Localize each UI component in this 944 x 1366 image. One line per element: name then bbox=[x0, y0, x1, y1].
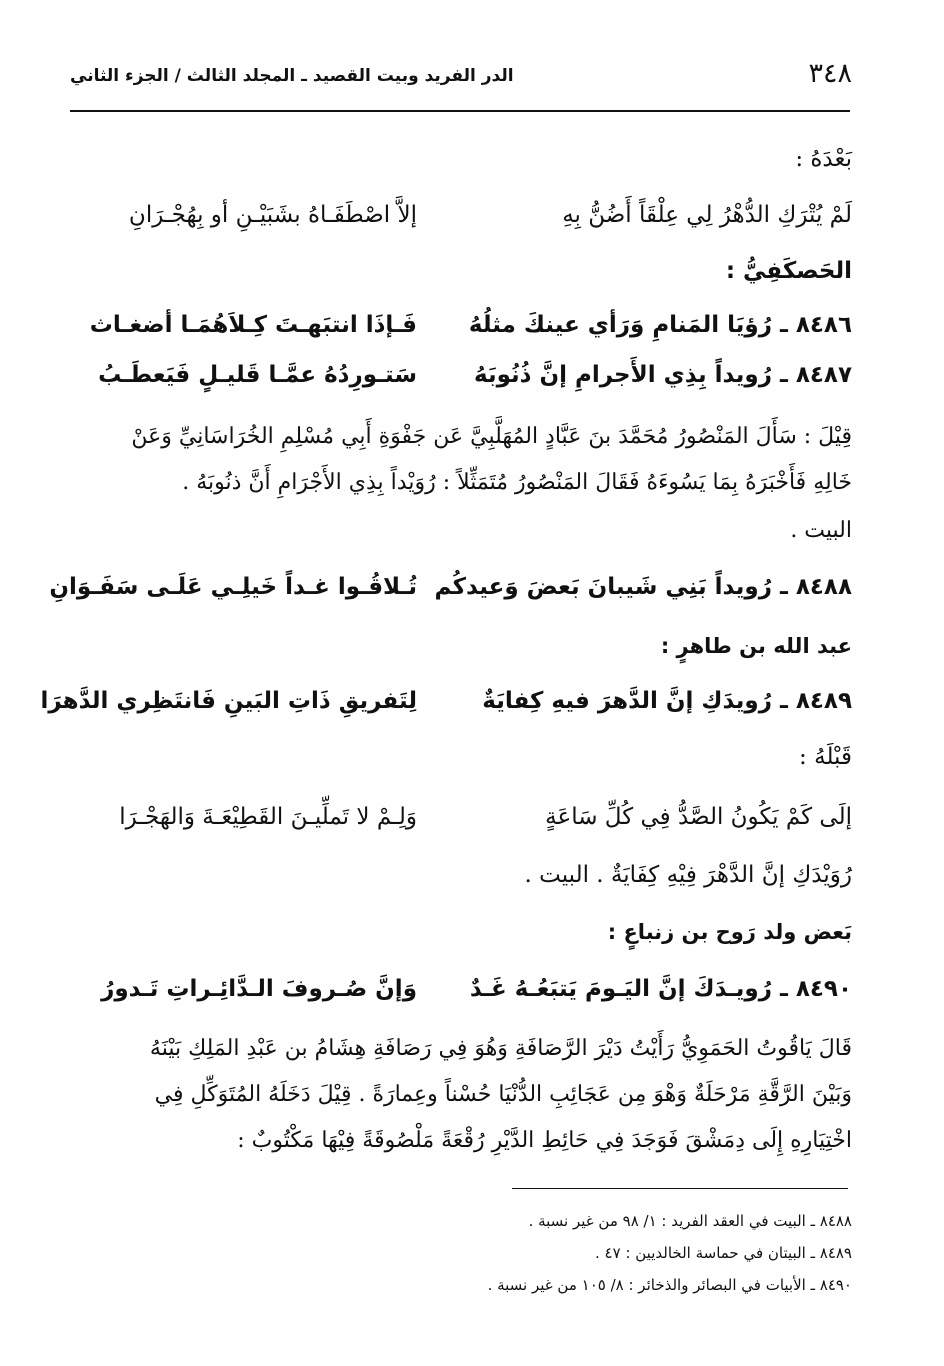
verse-hemistich-second: إلاَّ اصْطَفَـاهُ بشَبَيْـنِ أو بِهُجْـرَانِ bbox=[128, 202, 417, 228]
paragraph-line: قَالَ يَاقُوتُ الحَمَوِيُّ رَأَيْتُ دَيْرَ الرَّصَافَةِ وَهُوَ فِي رَصَافَةِ هِشَامُ بن عَبْدِ المَلِكِ بَيْنَهُ bbox=[149, 1036, 852, 1061]
verse-hemistich-first: لَمْ يُتْرَكِ الدُّهْرُ لِي عِلْقَاً أَضُنُّ بِهِ bbox=[562, 202, 852, 228]
poet-name: عبد الله بن طاهرٍ : bbox=[660, 634, 852, 658]
paragraph-line: وَبَيْنَ الرَّقَّةِ مَرْحَلَةٌ وَهْوَ مِن عَجَائِبِ الدُّنْيَا حُسْناً وعِمارَةً . قِيْلَ دَخَلَهُ المُتَوَكِّلِ فِي bbox=[154, 1082, 852, 1107]
footnote: ٨٤٨٨ ـ البيت في العقد الفريد : ١/ ٩٨ من غير نسبة . bbox=[528, 1212, 852, 1230]
paragraph-line: البيت . bbox=[790, 518, 852, 543]
verse-8490-second: وَإنَّ صُـروفَ الـدَّائِـراتِ تَـدورُ bbox=[101, 976, 417, 1002]
footnote-rule bbox=[512, 1188, 848, 1189]
page-number: ٣٤٨ bbox=[808, 58, 852, 89]
verse-8490-first: ٨٤٩٠ ـ رُويـدَكَ إنَّ اليَـومَ يَتبَعُـهُ غَـدٌ bbox=[469, 976, 852, 1002]
verse-quote-line: رُوَيْدَكِ إنَّ الدَّهْرَ فِيْهِ كِفَايَةٌ . البيت . bbox=[524, 862, 852, 888]
verse-hemistich-first: إلَى كَمْ يَكُونُ الصَّدُّ فِي كُلِّ سَاعَةٍ bbox=[545, 804, 852, 830]
intro-before: قَبْلَهُ : bbox=[799, 744, 852, 770]
footnote: ٨٤٩٠ ـ الأبيات في البصائر والذخائر : ٨/ ١٠٥ من غير نسبة . bbox=[487, 1276, 852, 1294]
intro-after: بَعْدَهُ : bbox=[795, 146, 852, 172]
poet-name: بَعض ولد رَوح بن زنباعٍ : bbox=[607, 920, 852, 944]
running-header-title: الدر الفريد وبيت القصيد ـ المجلد الثالث / الجزء الثاني bbox=[70, 66, 514, 86]
verse-8486-first: ٨٤٨٦ ـ رُؤيَا المَنامِ وَرَأي عينكَ مثلُهُ bbox=[468, 312, 852, 338]
verse-8486-second: فَـإذَا انتبَهـتَ كِـلاَهُمَـا أضغـاث bbox=[89, 312, 417, 338]
header-rule bbox=[70, 110, 850, 112]
verse-8489-first: ٨٤٨٩ ـ رُويدَكِ إنَّ الدَّهرَ فيهِ كِفايَةٌ bbox=[482, 688, 852, 714]
paragraph-line: اخْتِيَارِهِ إِلَى دِمَشْقَ فَوَجَدَ فِي حَائِطِ الدَّيْرِ رُقْعَةً مَلْصُوقَةً فِيْهَا مَكْتُوبٌ : bbox=[237, 1128, 852, 1153]
verse-8488-first: ٨٤٨٨ ـ رُويداً بَنِي شَيبانَ بَعضَ وَعيدكُم bbox=[434, 574, 852, 600]
verse-hemistich-second: وَلِـمْ لا تَملِّيـنَ القَطِيْعَـةَ وَالهَجْـرَا bbox=[119, 804, 417, 830]
verse-8488-second: تُـلاقُـوا غـداً خَيلِـي عَلَـى سَفَـوَانِ bbox=[49, 574, 417, 600]
footnote: ٨٤٨٩ ـ البيتان في حماسة الخالديين : ٤٧ . bbox=[595, 1244, 852, 1262]
paragraph-line: خَالِهِ فَأَخْبَرَهُ بِمَا يَسُوءَهُ فَقَالَ المَنْصُورُ مُتَمَثِّلاً : رُوَيْداً بِذِي الأَجْرَامِ أَنَّ ذنُوبَهُ . bbox=[182, 470, 852, 495]
verse-8489-second: لِتَفريقِ ذَاتِ البَينِ فَانتَظِري الدَّهرَا bbox=[40, 688, 417, 714]
verse-8487-first: ٨٤٨٧ ـ رُويداً بِذِي الأَجرامِ إنَّ ذُنُوبَهُ bbox=[474, 362, 852, 388]
verse-8487-second: سَتـورِدُهُ عمَّـا قَليـلٍ فَيَعطَـبُ bbox=[98, 362, 417, 388]
paragraph-line: قِيْلَ : سَأَلَ المَنْصُورُ مُحَمَّدَ بنَ عَبَّادٍ المُهَلَّبِيَّ عَن جَفْوَةِ أَبِي مُسْلِمِ الخُرَاسَانِيِّ وَعَنْ bbox=[131, 424, 852, 449]
poet-name: الحَصكَفِيُّ : bbox=[725, 258, 852, 284]
